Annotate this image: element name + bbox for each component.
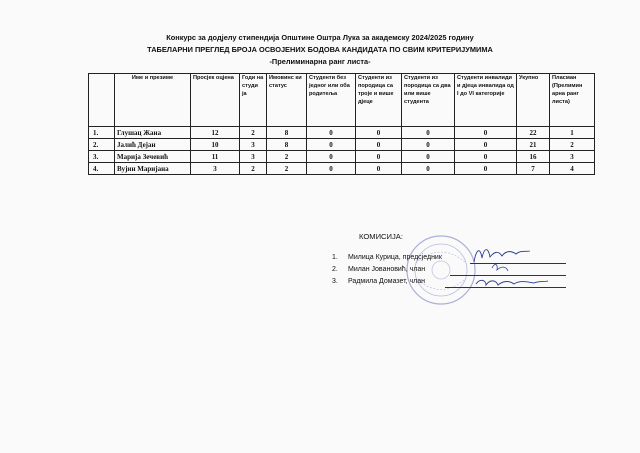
- row-name: Вујин Маријана: [115, 163, 191, 175]
- row-family-three: 0: [356, 139, 402, 151]
- row-parents: 0: [307, 139, 356, 151]
- member-name: Милан Јовановић, члан: [348, 266, 426, 273]
- row-average: 12: [191, 127, 240, 139]
- document-title-line2: ТАБЕЛАРНИ ПРЕГЛЕД БРОЈА ОСВОЈЕНИХ БОДОВА КАНДИДАТА ПО СВИМ КРИТЕРИЈУМИМА: [147, 45, 493, 54]
- column-header-disability: Студенти инвалиди и дјеца инвалида од I до VI категорије: [455, 74, 517, 127]
- member-number: 2.: [332, 266, 338, 273]
- row-disability: 0: [455, 163, 517, 175]
- row-total: 22: [517, 127, 550, 139]
- column-header-parents: Студенти без једног или оба родитеља: [307, 74, 356, 127]
- row-total: 7: [517, 163, 550, 175]
- row-property: 2: [267, 151, 307, 163]
- row-family-two: 0: [402, 139, 455, 151]
- column-header-place: Пласман (Прелимин арна ранг листа): [550, 74, 595, 127]
- document-subtitle: -Прелиминарна ранг листа-: [269, 57, 371, 66]
- row-average: 10: [191, 139, 240, 151]
- row-year: 3: [240, 151, 267, 163]
- column-header-name: Име и презиме: [115, 74, 191, 127]
- column-header-total: Укупно: [517, 74, 550, 127]
- column-header-year: Годи на студи ја: [240, 74, 267, 127]
- row-parents: 0: [307, 127, 356, 139]
- column-header-family-two: Студенти из породица са два или више студента: [402, 74, 455, 127]
- member-number: 1.: [332, 254, 338, 261]
- row-name: Марија Зечевић: [115, 151, 191, 163]
- row-year: 3: [240, 139, 267, 151]
- row-index: 2.: [89, 139, 115, 151]
- row-disability: 0: [455, 151, 517, 163]
- member-name: Радмила Домазет, члан: [348, 278, 425, 285]
- column-header-family-three: Студенти из породица са троје и више дјеце: [356, 74, 402, 127]
- row-place: 2: [550, 139, 595, 151]
- row-total: 21: [517, 139, 550, 151]
- row-family-two: 0: [402, 163, 455, 175]
- commission-title: КОМИСИЈА:: [359, 232, 403, 241]
- row-parents: 0: [307, 151, 356, 163]
- row-average: 11: [191, 151, 240, 163]
- row-place: 4: [550, 163, 595, 175]
- row-disability: 0: [455, 139, 517, 151]
- row-name: Глушац Жана: [115, 127, 191, 139]
- row-property: 2: [267, 163, 307, 175]
- row-name: Јалић Дејан: [115, 139, 191, 151]
- row-property: 8: [267, 139, 307, 151]
- row-index: 3.: [89, 151, 115, 163]
- row-family-three: 0: [356, 151, 402, 163]
- row-average: 3: [191, 163, 240, 175]
- row-family-three: 0: [356, 163, 402, 175]
- row-family-two: 0: [402, 151, 455, 163]
- row-index: 4.: [89, 163, 115, 175]
- member-number: 3.: [332, 278, 338, 285]
- row-place: 1: [550, 127, 595, 139]
- row-family-three: 0: [356, 127, 402, 139]
- row-year: 2: [240, 127, 267, 139]
- row-index: 1.: [89, 127, 115, 139]
- row-disability: 0: [455, 127, 517, 139]
- row-parents: 0: [307, 163, 356, 175]
- row-property: 8: [267, 127, 307, 139]
- row-total: 16: [517, 151, 550, 163]
- document-title-line1: Конкурс за додјелу стипендија Општине Оштра Лука за академску 2024/2025 годину: [166, 33, 474, 42]
- row-year: 2: [240, 163, 267, 175]
- member-name: Милица Курица, предсједник: [348, 254, 442, 261]
- column-header-average: Просјек оцјена: [191, 74, 240, 127]
- row-family-two: 0: [402, 127, 455, 139]
- row-place: 3: [550, 151, 595, 163]
- column-header-property: Имовинс ки статус: [267, 74, 307, 127]
